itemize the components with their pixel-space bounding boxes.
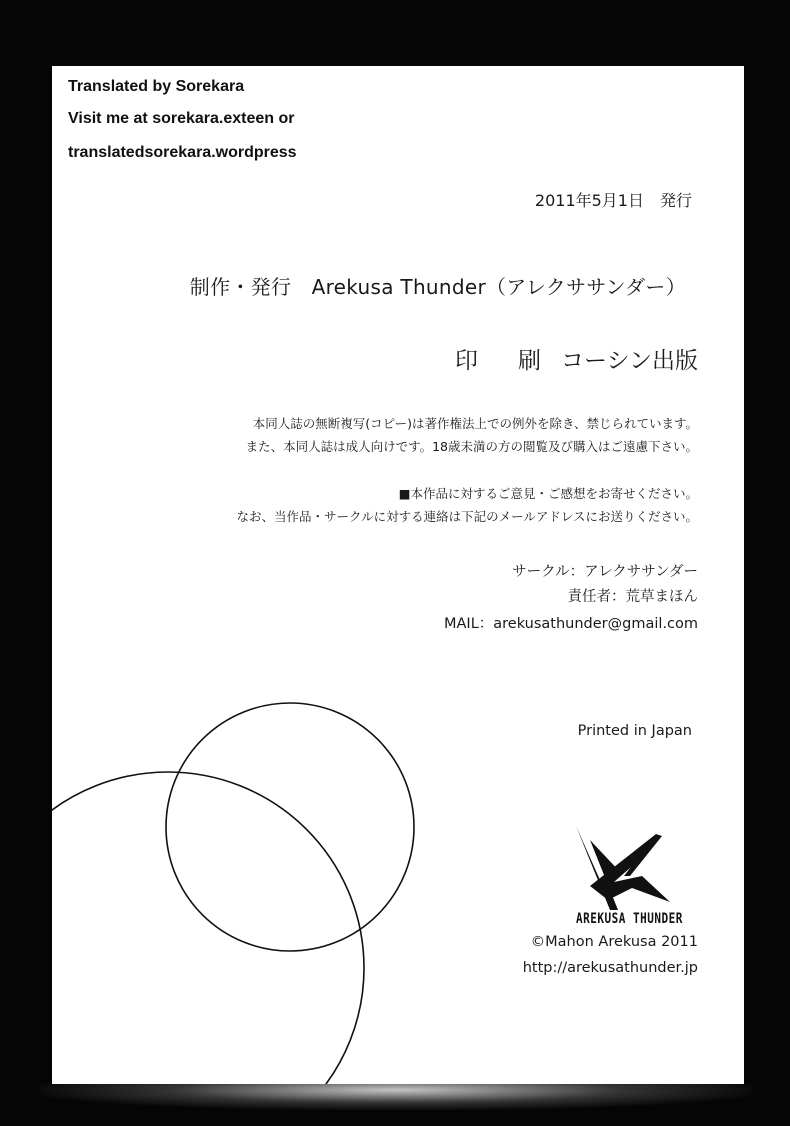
colophon-page: [52, 66, 744, 1084]
decorative-circles: [52, 66, 744, 1084]
large-circle: [52, 772, 364, 1084]
printed-in-japan: Printed in Japan: [577, 723, 692, 739]
copyright-line: ©Mahon Arekusa 2011: [530, 934, 698, 950]
responsible-person: 責任者：荒草まほん: [567, 589, 698, 605]
credit-line-translator: Translated by Sorekara: [68, 78, 245, 95]
printer-name: コーシン出版: [561, 348, 698, 374]
contact-mail: MAIL：arekusathunder@gmail.com: [443, 616, 698, 632]
credit-line-visit: Visit me at sorekara.exteen or: [68, 110, 295, 127]
circle-name: サークル：アレクササンダー: [512, 564, 698, 580]
adult-notice: また、本同人誌は成人向けです。18歳未満の方の閲覧及び購入はご遠慮下さい。: [245, 439, 698, 454]
small-circle: [166, 703, 414, 951]
credit-line-wordpress: translatedsorekara.wordpress: [68, 144, 297, 161]
issue-date: 2011年5月1日 発行: [534, 191, 692, 210]
copyright-notice: 本同人誌の無断複写(コピー)は著作権法上での例外を除き、禁じられています。: [252, 416, 698, 431]
logo-wordmark: AREKUSA THUNDER: [576, 910, 683, 927]
printer-label-1: 印: [455, 348, 479, 374]
publisher-line: 制作・発行 Arekusa Thunder（アレクササンダー）: [189, 275, 686, 299]
printer-label-2: 刷: [518, 348, 542, 374]
contact-notice: なお、当作品・サークルに対する連絡は下記のメールアドレスにお送りください。: [236, 509, 698, 524]
arekusa-thunder-logo-icon: [570, 826, 700, 910]
feedback-notice: ■本作品に対するご意見・ご感想をお寄せください。: [398, 486, 698, 501]
website-url[interactable]: http://arekusathunder.jp: [522, 960, 698, 976]
